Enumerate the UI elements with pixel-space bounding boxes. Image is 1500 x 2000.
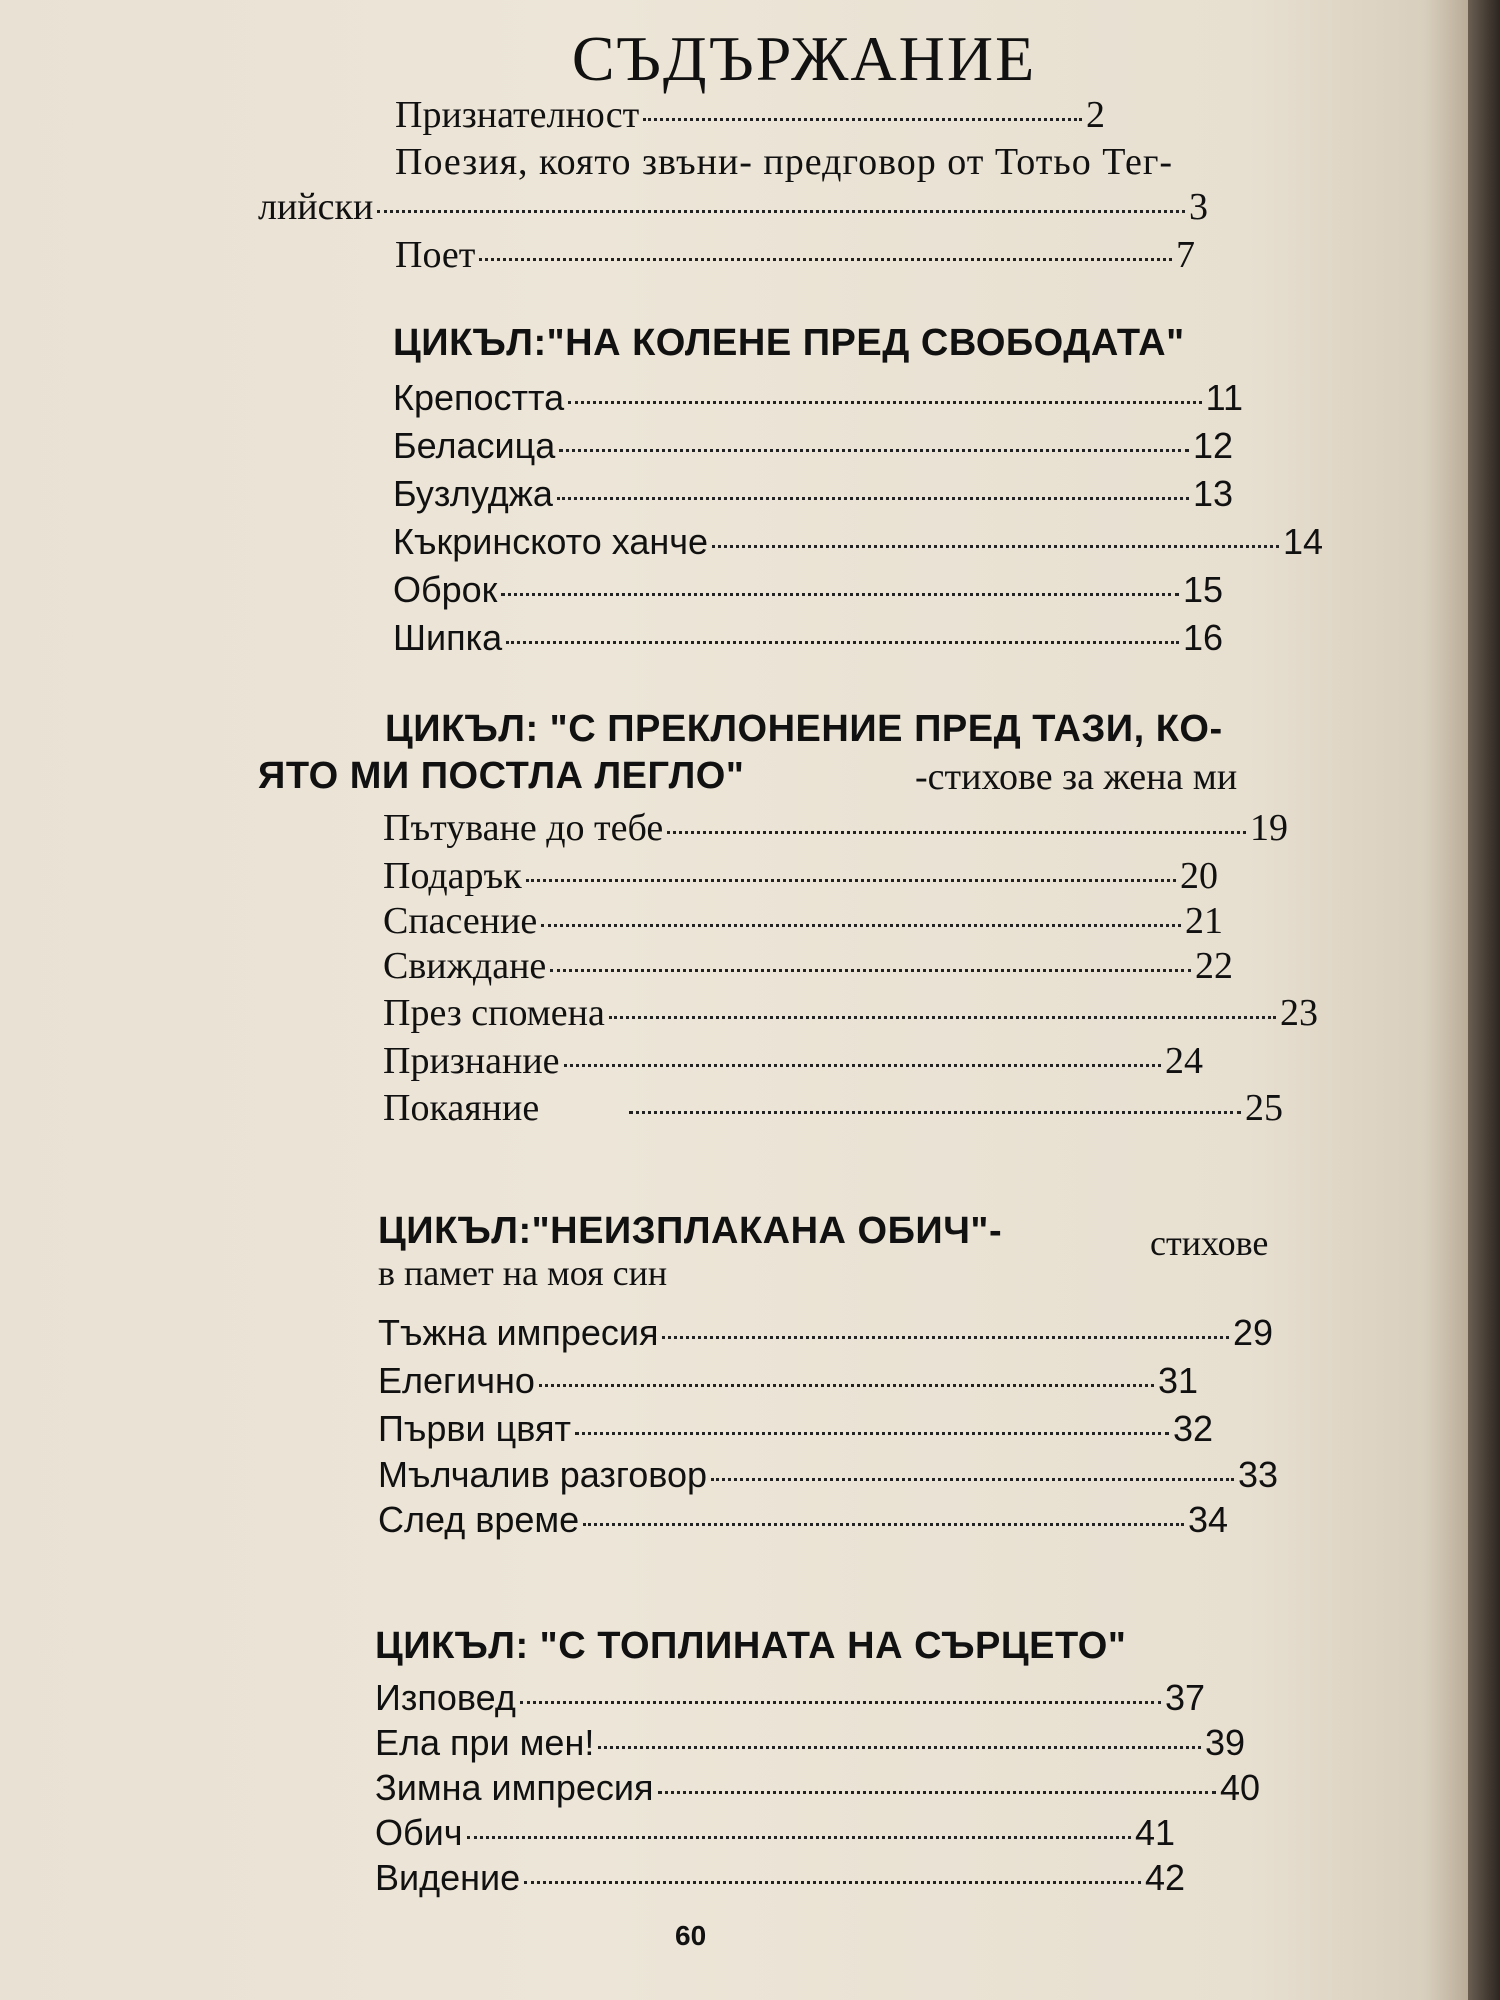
toc-entry-label: През спомена bbox=[383, 992, 605, 1034]
dot-leader bbox=[568, 401, 1202, 404]
toc-entry-page: 37 bbox=[1164, 1677, 1205, 1718]
toc-entry bbox=[393, 471, 1233, 517]
dot-leader bbox=[506, 641, 1179, 644]
toc-entry bbox=[375, 1720, 1245, 1766]
toc-entry-page: 3 bbox=[1189, 186, 1208, 228]
section-subtitle: -стихове за жена ми bbox=[915, 756, 1238, 798]
toc-entry-label: Елегично bbox=[378, 1360, 535, 1401]
toc-entry-label: Оброк bbox=[393, 569, 498, 610]
toc-entry bbox=[375, 1810, 1175, 1856]
dot-leader bbox=[541, 924, 1181, 927]
toc-entry bbox=[375, 1765, 1260, 1811]
dot-leader bbox=[575, 1432, 1169, 1435]
toc-entry-label: Подарък bbox=[383, 855, 522, 897]
section-heading: ЦИКЪЛ:"НА КОЛЕНЕ ПРЕД СВОБОДАТА" bbox=[393, 322, 1185, 364]
toc-entry-label: Ела при мен! bbox=[375, 1722, 595, 1763]
dot-leader bbox=[520, 1701, 1161, 1704]
toc-entry-page: 41 bbox=[1134, 1812, 1175, 1853]
toc-entry bbox=[383, 898, 1223, 944]
toc-entry-label: Видение bbox=[375, 1857, 521, 1898]
toc-entry-page: 14 bbox=[1282, 521, 1323, 562]
dot-leader bbox=[377, 210, 1185, 213]
section-heading: ЦИКЪЛ: "С ТОПЛИНАТА НА СЪРЦЕТО" bbox=[375, 1625, 1127, 1667]
toc-entry bbox=[375, 1855, 1185, 1901]
dot-leader bbox=[557, 497, 1189, 500]
toc-entry-label: Шипка bbox=[393, 617, 503, 658]
dot-leader bbox=[526, 879, 1176, 882]
toc-entry-page: 40 bbox=[1219, 1767, 1260, 1808]
section-heading-line2: ЯТО МИ ПОСТЛА ЛЕГЛО" bbox=[258, 755, 745, 797]
toc-entry-label: Поет bbox=[395, 234, 476, 276]
dot-leader bbox=[539, 1384, 1154, 1387]
dot-leader bbox=[559, 449, 1189, 452]
toc-entry bbox=[393, 615, 1223, 661]
toc-entry bbox=[383, 1085, 1283, 1131]
toc-entry-page: 24 bbox=[1165, 1040, 1203, 1082]
section-heading: ЦИКЪЛ: "С ПРЕКЛОНЕНИЕ ПРЕД ТАЗИ, КО- bbox=[385, 708, 1223, 750]
toc-entry-label: Покаяние bbox=[383, 1087, 540, 1129]
toc-entry-page: 32 bbox=[1172, 1408, 1213, 1449]
dot-leader bbox=[629, 1111, 1241, 1114]
toc-entry-label: Мълчалив разговор bbox=[378, 1454, 707, 1495]
toc-entry bbox=[393, 375, 1243, 421]
dot-leader bbox=[524, 1881, 1141, 1884]
toc-entry-label: Зимна импресия bbox=[375, 1767, 654, 1808]
dot-leader bbox=[550, 969, 1191, 972]
toc-entry bbox=[378, 1406, 1213, 1452]
dot-leader bbox=[609, 1016, 1276, 1019]
toc-entry-label: Изповед bbox=[375, 1677, 516, 1718]
toc-entry-label: Бузлуджа bbox=[393, 473, 553, 514]
toc-entry-page: 33 bbox=[1237, 1454, 1278, 1495]
toc-entry bbox=[378, 1497, 1228, 1543]
toc-entry bbox=[383, 990, 1318, 1036]
dot-leader bbox=[467, 1836, 1131, 1839]
dot-leader bbox=[643, 118, 1082, 121]
toc-entry bbox=[383, 853, 1218, 899]
page-number: 60 bbox=[675, 1920, 707, 1951]
toc-entry-label: Признание bbox=[383, 1040, 560, 1082]
toc-entry-label: След време bbox=[378, 1499, 580, 1540]
toc-entry bbox=[383, 943, 1233, 989]
dot-leader bbox=[711, 1478, 1234, 1481]
toc-entry-page: 16 bbox=[1182, 617, 1223, 658]
toc-entry-label: Първи цвят bbox=[378, 1408, 571, 1449]
section-subtitle: стихове bbox=[1150, 1223, 1269, 1263]
dot-leader bbox=[598, 1746, 1201, 1749]
dot-leader bbox=[667, 831, 1246, 834]
toc-entry bbox=[378, 1358, 1198, 1404]
section-heading: ЦИКЪЛ:"НЕИЗПЛАКАНА ОБИЧ"- bbox=[378, 1210, 1003, 1252]
toc-entry-page: 19 bbox=[1250, 807, 1288, 849]
toc-entry-page: 13 bbox=[1192, 473, 1233, 514]
toc-entry-page: 42 bbox=[1144, 1857, 1185, 1898]
toc-entry-label: Беласица bbox=[393, 425, 556, 466]
toc-entry-page: 29 bbox=[1232, 1312, 1273, 1353]
book-spine-shadow bbox=[1468, 0, 1500, 2000]
toc-entry-label: лийски bbox=[258, 186, 374, 228]
toc-entry bbox=[383, 805, 1288, 851]
toc-entry-page: 11 bbox=[1205, 377, 1243, 418]
toc-entry-page: 23 bbox=[1280, 992, 1318, 1034]
dot-leader bbox=[662, 1336, 1228, 1339]
dot-leader bbox=[501, 593, 1179, 596]
toc-entry bbox=[395, 92, 1105, 138]
toc-entry-page: 34 bbox=[1187, 1499, 1228, 1540]
toc-entry-page: 22 bbox=[1195, 945, 1233, 987]
toc-entry-label-line1: Поезия, която звъни- предговор от Тотьо Тег- bbox=[395, 141, 1174, 183]
toc-entry bbox=[378, 1310, 1273, 1356]
toc-entry-page: 2 bbox=[1086, 94, 1105, 136]
toc-entry-page: 31 bbox=[1157, 1360, 1198, 1401]
toc-entry-page: 39 bbox=[1204, 1722, 1245, 1763]
toc-entry-page: 12 bbox=[1192, 425, 1233, 466]
toc-entry bbox=[395, 232, 1195, 278]
dot-leader bbox=[712, 545, 1279, 548]
toc-entry-page: 20 bbox=[1180, 855, 1218, 897]
toc-entry-page: 21 bbox=[1185, 900, 1223, 942]
toc-entry-label: Къкринското ханче bbox=[393, 521, 708, 562]
toc-entry-page: 15 bbox=[1182, 569, 1223, 610]
toc-entry-label: Пътуване до тебе bbox=[383, 807, 664, 849]
dot-leader bbox=[564, 1064, 1161, 1067]
toc-entry bbox=[393, 567, 1223, 613]
toc-entry bbox=[258, 184, 1208, 230]
toc-entry-page: 25 bbox=[1245, 1087, 1283, 1129]
toc-entry-label: Тъжна импресия bbox=[378, 1312, 659, 1353]
toc-entry-page: 7 bbox=[1176, 234, 1195, 276]
toc-entry bbox=[375, 1675, 1205, 1721]
toc-entry-label: Признателност bbox=[395, 94, 640, 136]
dot-leader bbox=[658, 1791, 1216, 1794]
page-title: СЪДЪРЖАНИЕ bbox=[571, 23, 1037, 94]
toc-entry-label: Спасение bbox=[383, 900, 538, 942]
toc-entry-label: Крепостта bbox=[393, 377, 565, 418]
dot-leader bbox=[479, 258, 1172, 261]
toc-entry bbox=[383, 1038, 1203, 1084]
toc-entry bbox=[393, 519, 1323, 565]
toc-entry-label: Свиждане bbox=[383, 945, 547, 987]
toc-entry bbox=[393, 423, 1233, 469]
section-subtitle-line2: в памет на моя син bbox=[378, 1253, 668, 1293]
dot-leader bbox=[583, 1523, 1184, 1526]
toc-entry-label: Обич bbox=[375, 1812, 463, 1853]
toc-entry bbox=[378, 1452, 1278, 1498]
